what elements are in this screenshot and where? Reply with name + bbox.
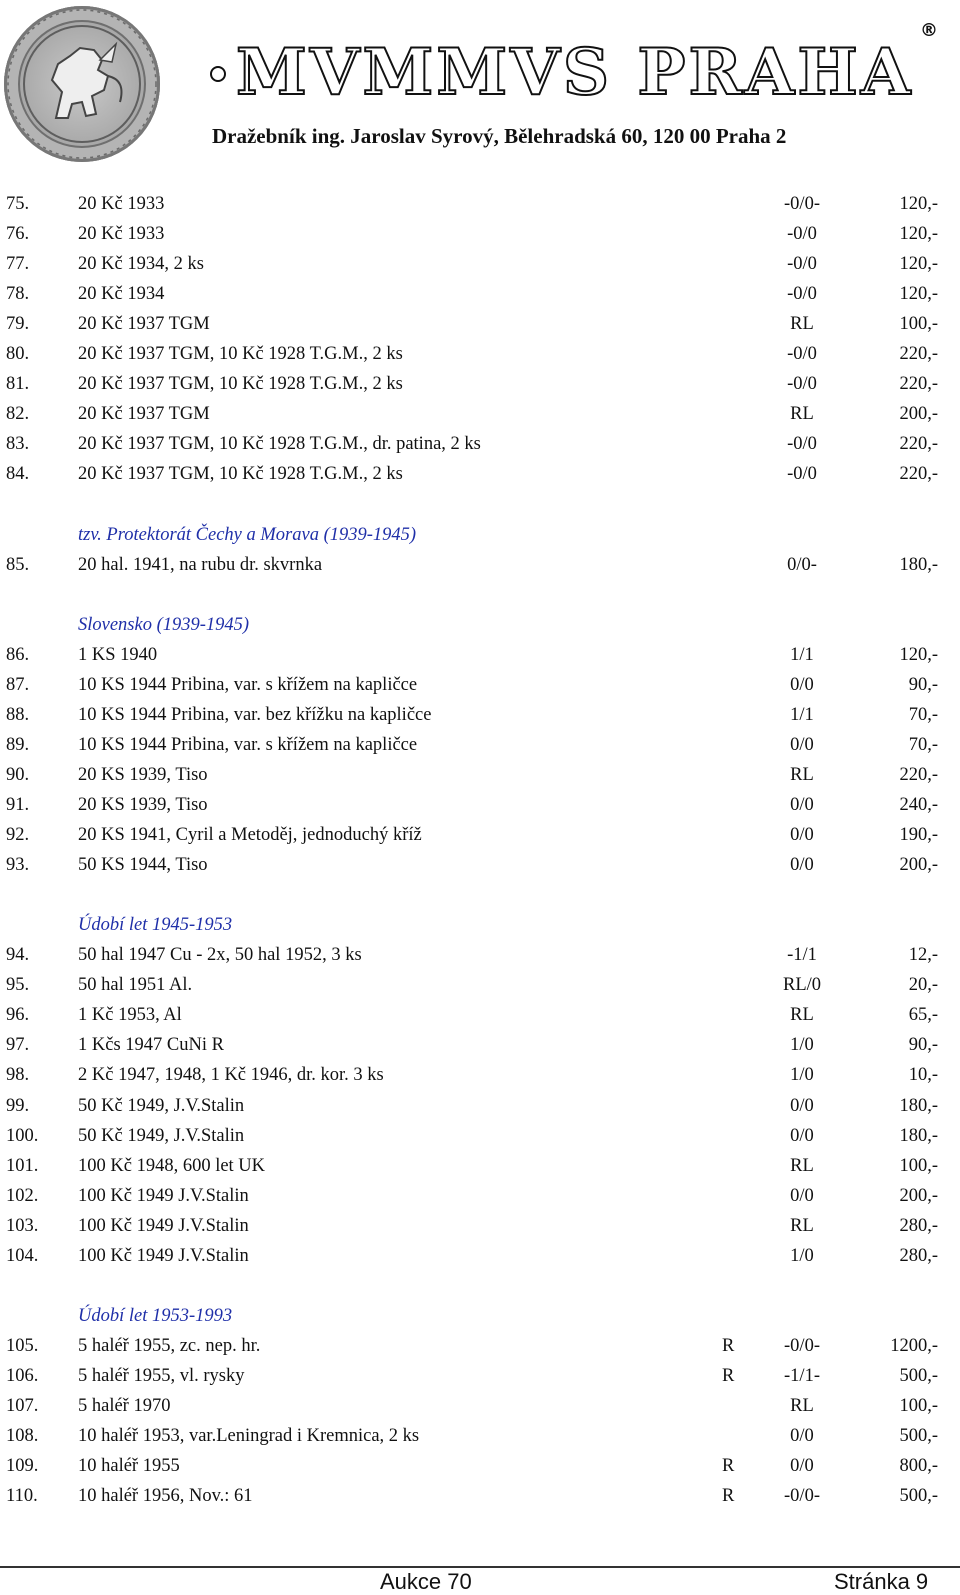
lot-price: 120,- xyxy=(899,194,938,214)
lot-description: 1 Kčs 1947 CuNi R xyxy=(78,1035,224,1056)
lot-number: 93. xyxy=(6,855,30,876)
lot-number: 91. xyxy=(6,795,30,815)
lot-row xyxy=(0,369,960,399)
lot-description: 5 haléř 1970 xyxy=(78,1396,171,1416)
lot-description: 2 Kč 1947, 1948, 1 Kč 1946, dr. kor. 3 ks xyxy=(78,1065,384,1086)
lot-grade: -0/0- xyxy=(784,1486,820,1507)
lot-price: 90,- xyxy=(908,1035,938,1056)
lot-rarity: R xyxy=(722,1456,735,1477)
lot-grade: RL xyxy=(790,1396,814,1416)
lot-number: 96. xyxy=(6,1005,30,1026)
lot-row xyxy=(0,1091,960,1121)
lot-row xyxy=(0,279,960,309)
lot-row xyxy=(0,760,960,790)
lot-row xyxy=(0,459,960,489)
lot-description: 20 KS 1939, Tiso xyxy=(78,764,208,785)
lot-number: 101. xyxy=(6,1155,39,1176)
lot-row xyxy=(0,309,960,339)
lot-description: 50 Kč 1949, J.V.Stalin xyxy=(78,1125,245,1146)
registered-mark: ® xyxy=(920,20,938,41)
lot-number: 105. xyxy=(6,1335,39,1356)
lot-price: 12,- xyxy=(908,945,938,966)
lot-row xyxy=(0,399,960,429)
lot-number: 97. xyxy=(6,1035,30,1056)
lot-row xyxy=(0,1000,960,1030)
lot-number: 90. xyxy=(6,764,30,785)
lot-grade: 0/0 xyxy=(790,1426,814,1447)
lot-price: 220,- xyxy=(899,374,938,395)
lot-number: 100. xyxy=(6,1125,39,1146)
lot-row xyxy=(0,1421,960,1451)
lot-row xyxy=(0,1331,960,1361)
lot-grade: -0/0 xyxy=(787,464,817,485)
lot-rarity: R xyxy=(722,1486,735,1507)
lot-description: 50 hal 1951 Al. xyxy=(78,975,193,996)
lot-grade: 0/0 xyxy=(790,855,814,876)
lot-row xyxy=(0,730,960,760)
lot-number: 92. xyxy=(6,825,30,846)
lot-price: 500,- xyxy=(899,1426,938,1447)
lot-price: 180,- xyxy=(899,1125,938,1146)
lot-grade: 0/0 xyxy=(790,1456,814,1477)
lot-description: 20 Kč 1934, 2 ks xyxy=(78,254,204,275)
lot-description: 10 KS 1944 Pribina, var. s křížem na kapličce xyxy=(78,674,418,695)
lot-row xyxy=(0,189,960,219)
lot-grade: -0/0- xyxy=(784,194,820,214)
section-heading: tzv. Protektorát Čechy a Morava (1939-1945) xyxy=(78,524,417,545)
footer-page-number: Stránka 9 xyxy=(834,1569,929,1594)
lot-description: 100 Kč 1949 J.V.Stalin xyxy=(78,1185,249,1206)
lot-grade: 0/0 xyxy=(790,795,814,815)
lot-price: 240,- xyxy=(899,795,938,815)
lot-number: 76. xyxy=(6,224,30,245)
lot-description: 20 hal. 1941, na rubu dr. skvrnka xyxy=(78,554,323,575)
lot-grade: -0/0 xyxy=(787,374,817,395)
lot-price: 280,- xyxy=(899,1215,938,1236)
lot-number: 109. xyxy=(6,1456,39,1477)
lot-number: 99. xyxy=(6,1095,30,1116)
lot-grade: RL xyxy=(790,314,814,335)
lot-grade: 0/0 xyxy=(790,825,814,846)
lot-grade: -0/0 xyxy=(787,224,817,245)
lot-description: 100 Kč 1948, 600 let UK xyxy=(78,1155,266,1176)
lot-description: 20 Kč 1933 xyxy=(78,194,165,214)
lot-row xyxy=(0,249,960,279)
lion-emblem-icon xyxy=(4,6,160,162)
lot-number: 89. xyxy=(6,734,30,755)
lot-number: 110. xyxy=(6,1486,38,1507)
lot-row xyxy=(0,820,960,850)
lot-price: 500,- xyxy=(899,1365,938,1386)
lot-number: 83. xyxy=(6,434,30,455)
lot-price: 220,- xyxy=(899,344,938,365)
lot-row xyxy=(0,790,960,820)
lot-row xyxy=(0,970,960,1000)
lot-row xyxy=(0,850,960,880)
lot-grade: -0/0 xyxy=(787,284,817,305)
lot-description: 1 KS 1940 xyxy=(78,644,158,665)
lot-description: 100 Kč 1949 J.V.Stalin xyxy=(78,1215,249,1236)
lot-row xyxy=(0,670,960,700)
lot-number: 107. xyxy=(6,1396,39,1416)
lot-price: 65,- xyxy=(908,1005,938,1026)
lot-rarity: R xyxy=(722,1365,735,1386)
lot-description: 20 Kč 1934 xyxy=(78,284,165,305)
lot-price: 180,- xyxy=(899,1095,938,1116)
lot-price: 220,- xyxy=(899,764,938,785)
lot-grade: -0/0- xyxy=(784,1335,820,1356)
lot-price: 120,- xyxy=(899,224,938,245)
lot-grade: -1/1- xyxy=(784,1365,820,1386)
lot-number: 88. xyxy=(6,704,30,725)
lot-description: 1 Kč 1953, Al xyxy=(78,1005,182,1026)
lot-grade: RL xyxy=(790,404,814,425)
coin-seal-logo xyxy=(4,6,160,162)
lot-number: 79. xyxy=(6,314,30,335)
lot-grade: -0/0 xyxy=(787,254,817,275)
lot-number: 86. xyxy=(6,644,30,665)
lot-description: 20 Kč 1937 TGM, 10 Kč 1928 T.G.M., 2 ks xyxy=(78,344,403,365)
lot-price: 200,- xyxy=(899,1185,938,1206)
section-heading: Údobí let 1953-1993 xyxy=(78,1305,233,1326)
lot-row xyxy=(0,1121,960,1151)
lot-row xyxy=(0,219,960,249)
lot-row xyxy=(0,339,960,369)
lot-description: 50 Kč 1949, J.V.Stalin xyxy=(78,1095,245,1116)
lot-price: 70,- xyxy=(908,734,938,755)
lot-price: 1200,- xyxy=(890,1335,938,1356)
lot-description: 20 KS 1939, Tiso xyxy=(78,795,208,815)
lot-price: 70,- xyxy=(908,704,938,725)
brand-text: MVMMVS PRAHA xyxy=(236,35,914,110)
lot-price: 120,- xyxy=(899,254,938,275)
lot-row xyxy=(0,940,960,970)
lot-number: 81. xyxy=(6,374,30,395)
lot-grade: 0/0 xyxy=(790,734,814,755)
lot-price: 10,- xyxy=(908,1065,938,1086)
lot-grade: RL/0 xyxy=(782,975,822,996)
lot-price: 280,- xyxy=(899,1245,938,1266)
lot-price: 220,- xyxy=(899,434,938,455)
lot-row xyxy=(0,1181,960,1211)
lot-row xyxy=(0,1030,960,1060)
lot-description: 50 KS 1944, Tiso xyxy=(78,855,208,876)
lot-description: 20 Kč 1937 TGM, 10 Kč 1928 T.G.M., 2 ks xyxy=(78,464,403,485)
lot-row xyxy=(0,429,960,459)
lot-price: 800,- xyxy=(899,1456,938,1477)
lot-number: 75. xyxy=(6,194,30,214)
lot-grade: 1/1 xyxy=(790,704,814,725)
lot-grade: 0/0 xyxy=(790,1095,814,1116)
lot-row xyxy=(0,1361,960,1391)
lot-price: 120,- xyxy=(899,284,938,305)
lot-row xyxy=(0,640,960,670)
lot-price: 180,- xyxy=(899,554,938,575)
bullet-icon xyxy=(210,66,226,82)
lot-price: 190,- xyxy=(899,825,938,846)
letterhead xyxy=(0,0,960,175)
lot-description: 5 haléř 1955, zc. nep. hr. xyxy=(78,1335,261,1356)
lot-grade: RL xyxy=(790,764,814,785)
lot-description: 10 haléř 1955 xyxy=(78,1456,180,1477)
lot-number: 82. xyxy=(6,404,30,425)
lot-number: 78. xyxy=(6,284,30,305)
lot-description: 20 KS 1941, Cyril a Metoděj, jednoduchý kříž xyxy=(78,825,422,846)
lot-grade: 0/0 xyxy=(790,674,814,695)
lot-row xyxy=(0,1211,960,1241)
lot-rarity: R xyxy=(722,1335,735,1356)
lot-row xyxy=(0,550,960,580)
section-heading: Slovensko (1939-1945) xyxy=(78,614,250,635)
lot-description: 100 Kč 1949 J.V.Stalin xyxy=(78,1245,249,1266)
lot-grade: RL xyxy=(790,1215,814,1236)
lot-description: 10 haléř 1953, var.Leningrad i Kremnica, 2 ks xyxy=(78,1426,420,1447)
lot-grade: 0/0- xyxy=(787,554,817,575)
footer-auction-number: Aukce 70 xyxy=(380,1569,472,1594)
lot-description: 50 hal 1947 Cu - 2x, 50 hal 1952, 3 ks xyxy=(78,945,362,966)
lot-price: 200,- xyxy=(899,855,938,876)
lot-row xyxy=(0,1241,960,1271)
lot-price: 500,- xyxy=(899,1486,938,1507)
lot-number: 95. xyxy=(6,975,30,996)
lot-grade: -0/0 xyxy=(787,344,817,365)
lot-number: 84. xyxy=(6,464,30,485)
lot-price: 100,- xyxy=(899,1155,938,1176)
lot-number: 87. xyxy=(6,674,30,695)
auctioneer-address: Dražebník ing. Jaroslav Syrový, Bělehradská 60, 120 00 Praha 2 xyxy=(212,124,787,148)
lot-price: 100,- xyxy=(899,314,938,335)
lot-grade: 0/0 xyxy=(790,1125,814,1146)
lot-description: 10 KS 1944 Pribina, var. s křížem na kapličce xyxy=(78,734,418,755)
lot-description: 10 KS 1944 Pribina, var. bez křížku na kapličce xyxy=(78,704,432,725)
lot-grade: -0/0 xyxy=(787,434,817,455)
lot-row xyxy=(0,700,960,730)
lot-row xyxy=(0,1151,960,1181)
lot-grade: 1/0 xyxy=(790,1065,814,1086)
lot-row xyxy=(0,1391,960,1421)
footer-divider xyxy=(0,1566,960,1568)
lot-number: 85. xyxy=(6,554,30,575)
lot-price: 200,- xyxy=(899,404,938,425)
lot-grade: RL xyxy=(790,1005,814,1026)
lot-row xyxy=(0,1451,960,1481)
lot-number: 108. xyxy=(6,1426,39,1447)
lot-number: 103. xyxy=(6,1215,39,1236)
lot-description: 20 Kč 1937 TGM, 10 Kč 1928 T.G.M., dr. patina, 2 ks xyxy=(78,434,481,455)
lot-number: 102. xyxy=(6,1185,39,1206)
lot-row xyxy=(0,1060,960,1090)
lot-grade: 1/0 xyxy=(790,1245,814,1266)
lot-description: 5 haléř 1955, vl. rysky xyxy=(78,1365,245,1386)
lot-number: 106. xyxy=(6,1365,39,1386)
brand-wordmark xyxy=(210,35,930,110)
lot-number: 77. xyxy=(6,254,30,275)
lot-price: 120,- xyxy=(899,644,938,665)
lot-grade: 0/0 xyxy=(790,1185,814,1206)
lot-row xyxy=(0,1481,960,1511)
section-heading: Údobí let 1945-1953 xyxy=(78,915,233,936)
lot-grade: -1/1 xyxy=(787,945,817,966)
lot-number: 80. xyxy=(6,344,30,365)
lot-number: 104. xyxy=(6,1245,39,1266)
lot-grade: RL xyxy=(790,1155,814,1176)
lot-description: 20 Kč 1937 TGM xyxy=(78,314,210,335)
lot-price: 20,- xyxy=(908,975,938,996)
lot-grade: 1/1 xyxy=(790,644,814,665)
lot-price: 100,- xyxy=(899,1396,938,1416)
lot-price: 220,- xyxy=(899,464,938,485)
lot-number: 98. xyxy=(6,1065,30,1086)
lot-grade: 1/0 xyxy=(790,1035,814,1056)
lot-description: 10 haléř 1956, Nov.: 61 xyxy=(78,1486,253,1507)
lot-description: 20 Kč 1937 TGM, 10 Kč 1928 T.G.M., 2 ks xyxy=(78,374,403,395)
lot-number: 94. xyxy=(6,945,30,966)
lot-description: 20 Kč 1933 xyxy=(78,224,165,245)
lot-description: 20 Kč 1937 TGM xyxy=(78,404,210,425)
lot-price: 90,- xyxy=(908,674,938,695)
